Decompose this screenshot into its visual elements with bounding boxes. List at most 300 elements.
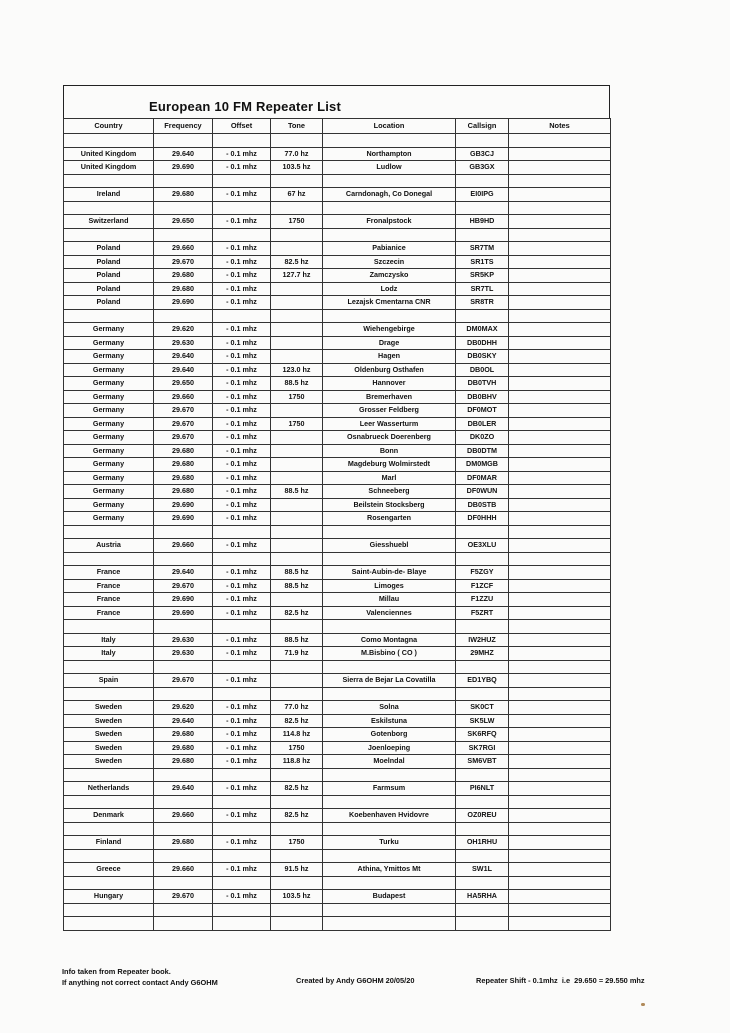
cell-country: Sweden [64,755,154,769]
table-spacer-row [64,201,611,215]
col-header-frequency: Frequency [154,119,213,134]
table-spacer-row [64,822,611,836]
cell-callsign [456,525,509,539]
cell-tone [271,404,323,418]
col-header-notes: Notes [509,119,611,134]
cell-country [64,903,154,917]
cell-tone: 1750 [271,390,323,404]
table-row [64,606,611,620]
footer-info-line1: Info taken from Repeater book. [62,967,171,976]
cell-offset: - 0.1 mhz [213,431,271,445]
cell-country: Austria [64,539,154,553]
cell-frequency [154,228,213,242]
cell-tone [271,323,323,337]
cell-callsign [456,795,509,809]
cell-location: Lodz [323,282,456,296]
cell-callsign: IW2HUZ [456,633,509,647]
cell-notes [509,134,611,148]
cell-location: Drage [323,336,456,350]
cell-tone: 82.5 hz [271,809,323,823]
cell-callsign: SK7RGI [456,741,509,755]
cell-country: Germany [64,444,154,458]
cell-callsign [456,903,509,917]
cell-offset: - 0.1 mhz [213,647,271,661]
cell-frequency: 29.680 [154,471,213,485]
cell-frequency: 29.680 [154,458,213,472]
cell-location: Pabianice [323,242,456,256]
cell-location [323,620,456,634]
cell-country: Poland [64,282,154,296]
table-body [64,134,611,931]
page-title: European 10 FM Repeater List [149,99,341,114]
cell-callsign: DB0DTM [456,444,509,458]
cell-frequency: 29.640 [154,782,213,796]
cell-callsign [456,822,509,836]
cell-notes [509,660,611,674]
cell-callsign: DB0LER [456,417,509,431]
cell-callsign: PI6NLT [456,782,509,796]
cell-notes [509,444,611,458]
cell-frequency: 29.650 [154,377,213,391]
cell-tone: 118.8 hz [271,755,323,769]
table-row [64,647,611,661]
cell-country [64,917,154,931]
cell-offset: - 0.1 mhz [213,701,271,715]
table-spacer-row [64,620,611,634]
cell-offset: - 0.1 mhz [213,296,271,310]
cell-location: Osnabrueck Doerenberg [323,431,456,445]
cell-location [323,525,456,539]
cell-offset: - 0.1 mhz [213,458,271,472]
cell-tone: 114.8 hz [271,728,323,742]
cell-callsign: HA5RHA [456,890,509,904]
cell-location: Solna [323,701,456,715]
table-spacer-row [64,174,611,188]
cell-frequency: 29.640 [154,714,213,728]
cell-offset: - 0.1 mhz [213,444,271,458]
cell-tone: 1750 [271,417,323,431]
cell-location [323,201,456,215]
table-row [64,215,611,229]
cell-callsign: F5ZRT [456,606,509,620]
cell-tone: 82.5 hz [271,714,323,728]
table-row [64,242,611,256]
cell-country: Sweden [64,741,154,755]
cell-location: Millau [323,593,456,607]
cell-tone [271,309,323,323]
cell-tone [271,471,323,485]
cell-offset [213,687,271,701]
footer-info-line2: If anything not correct contact Andy G6OHM [62,978,218,987]
cell-callsign: SW1L [456,863,509,877]
cell-frequency: 29.690 [154,161,213,175]
cell-frequency: 29.680 [154,755,213,769]
cell-location: Eskilstuna [323,714,456,728]
cell-tone [271,498,323,512]
cell-frequency: 29.680 [154,444,213,458]
cell-country [64,849,154,863]
cell-location [323,768,456,782]
cell-frequency: 29.680 [154,741,213,755]
cell-tone: 88.5 hz [271,566,323,580]
cell-country: Spain [64,674,154,688]
cell-country: Sweden [64,728,154,742]
cell-tone [271,795,323,809]
cell-location: Marl [323,471,456,485]
cell-offset [213,620,271,634]
cell-callsign [456,620,509,634]
cell-offset: - 0.1 mhz [213,863,271,877]
table-row [64,512,611,526]
cell-offset: - 0.1 mhz [213,566,271,580]
cell-callsign [456,849,509,863]
cell-callsign: DB0DHH [456,336,509,350]
table-row [64,593,611,607]
table-header-row [64,119,611,134]
cell-location: Valenciennes [323,606,456,620]
cell-tone [271,444,323,458]
cell-country: Poland [64,255,154,269]
cell-callsign: SR7TL [456,282,509,296]
cell-frequency [154,134,213,148]
cell-country: Germany [64,350,154,364]
cell-location: Como Montagna [323,633,456,647]
cell-location: Sierra de Bejar La Covatilla [323,674,456,688]
table-row [64,863,611,877]
cell-notes [509,890,611,904]
cell-notes [509,782,611,796]
cell-callsign: HB9HD [456,215,509,229]
cell-frequency: 29.690 [154,296,213,310]
cell-notes [509,323,611,337]
cell-location [323,552,456,566]
cell-country: Poland [64,296,154,310]
cell-country: Germany [64,512,154,526]
table-row [64,147,611,161]
table-row [64,404,611,418]
cell-country: France [64,593,154,607]
cell-frequency: 29.640 [154,566,213,580]
cell-location: Lezajsk Cmentarna CNR [323,296,456,310]
cell-location [323,309,456,323]
table-row [64,890,611,904]
cell-location: Budapest [323,890,456,904]
table-row [64,674,611,688]
cell-country: Ireland [64,188,154,202]
cell-notes [509,633,611,647]
cell-tone: 91.5 hz [271,863,323,877]
cell-notes [509,161,611,175]
cell-callsign: SR5KP [456,269,509,283]
cell-offset [213,917,271,931]
cell-offset: - 0.1 mhz [213,417,271,431]
cell-tone: 123.0 hz [271,363,323,377]
cell-callsign [456,309,509,323]
cell-notes [509,795,611,809]
cell-country: Germany [64,363,154,377]
cell-frequency: 29.670 [154,890,213,904]
cell-offset: - 0.1 mhz [213,809,271,823]
table-row [64,377,611,391]
cell-country: Netherlands [64,782,154,796]
cell-offset: - 0.1 mhz [213,579,271,593]
cell-offset: - 0.1 mhz [213,593,271,607]
cell-location: Ludlow [323,161,456,175]
cell-offset [213,134,271,148]
cell-tone [271,201,323,215]
cell-callsign: F1ZCF [456,579,509,593]
cell-callsign: DK0ZO [456,431,509,445]
cell-notes [509,255,611,269]
cell-offset [213,876,271,890]
cell-tone: 103.5 hz [271,161,323,175]
cell-notes [509,201,611,215]
cell-callsign: OH1RHU [456,836,509,850]
cell-country: France [64,606,154,620]
cell-country: Italy [64,647,154,661]
cell-tone: 77.0 hz [271,701,323,715]
cell-callsign: GB3CJ [456,147,509,161]
cell-callsign: DF0MOT [456,404,509,418]
cell-notes [509,728,611,742]
cell-callsign: DB0STB [456,498,509,512]
cell-notes [509,471,611,485]
footer-created-by: Created by Andy G6OHM 20/05/20 [296,976,415,985]
cell-callsign: DF0MAR [456,471,509,485]
cell-frequency: 29.660 [154,863,213,877]
cell-notes [509,485,611,499]
cell-frequency: 29.620 [154,701,213,715]
cell-notes [509,701,611,715]
repeater-table [63,118,611,931]
cell-country: Hungary [64,890,154,904]
cell-notes [509,350,611,364]
cell-tone [271,512,323,526]
col-header-country: Country [64,119,154,134]
cell-country: Italy [64,633,154,647]
cell-offset: - 0.1 mhz [213,282,271,296]
cell-callsign: OZ0REU [456,809,509,823]
cell-tone [271,822,323,836]
table-spacer-row [64,228,611,242]
cell-notes [509,431,611,445]
cell-country: Germany [64,336,154,350]
table-row [64,485,611,499]
cell-frequency [154,174,213,188]
cell-callsign: DF0HHH [456,512,509,526]
cell-callsign: GB3GX [456,161,509,175]
cell-location: Athina, Ymittos Mt [323,863,456,877]
cell-location [323,795,456,809]
cell-offset: - 0.1 mhz [213,485,271,499]
cell-offset: - 0.1 mhz [213,255,271,269]
cell-notes [509,404,611,418]
cell-callsign: SM6VBT [456,755,509,769]
cell-tone: 82.5 hz [271,782,323,796]
cell-country: Germany [64,498,154,512]
cell-callsign [456,917,509,931]
table-spacer-row [64,552,611,566]
cell-location: Magdeburg Wolmirstedt [323,458,456,472]
cell-offset: - 0.1 mhz [213,377,271,391]
cell-notes [509,498,611,512]
cell-offset: - 0.1 mhz [213,714,271,728]
cell-frequency [154,876,213,890]
cell-frequency: 29.670 [154,431,213,445]
cell-notes [509,741,611,755]
cell-country: France [64,566,154,580]
table-row [64,296,611,310]
cell-country [64,552,154,566]
cell-tone: 88.5 hz [271,485,323,499]
table-row [64,336,611,350]
cell-country [64,822,154,836]
cell-tone [271,431,323,445]
cell-frequency: 29.660 [154,242,213,256]
cell-country [64,687,154,701]
cell-callsign [456,876,509,890]
cell-callsign: DM0MAX [456,323,509,337]
cell-tone [271,336,323,350]
cell-tone: 127.7 hz [271,269,323,283]
cell-callsign [456,228,509,242]
cell-notes [509,215,611,229]
cell-tone: 103.5 hz [271,890,323,904]
cell-country [64,660,154,674]
table-row [64,498,611,512]
cell-location: Szczecin [323,255,456,269]
cell-location: Gotenborg [323,728,456,742]
cell-tone: 1750 [271,741,323,755]
cell-country: Greece [64,863,154,877]
cell-frequency: 29.690 [154,498,213,512]
cell-offset: - 0.1 mhz [213,350,271,364]
cell-notes [509,674,611,688]
cell-frequency [154,620,213,634]
cell-frequency [154,849,213,863]
cell-tone [271,660,323,674]
cell-frequency: 29.630 [154,647,213,661]
cell-tone [271,674,323,688]
table-row [64,458,611,472]
cell-callsign: DM0MGB [456,458,509,472]
table-spacer-row [64,660,611,674]
cell-tone [271,876,323,890]
cell-frequency: 29.630 [154,336,213,350]
cell-frequency [154,687,213,701]
cell-notes [509,269,611,283]
cell-frequency: 29.680 [154,269,213,283]
cell-notes [509,714,611,728]
cell-country [64,309,154,323]
cell-offset: - 0.1 mhz [213,890,271,904]
table-row [64,350,611,364]
cell-location [323,134,456,148]
cell-offset: - 0.1 mhz [213,404,271,418]
cell-frequency: 29.680 [154,485,213,499]
cell-location: Bremerhaven [323,390,456,404]
cell-tone [271,903,323,917]
cell-offset [213,525,271,539]
cell-callsign: F1ZZU [456,593,509,607]
cell-frequency: 29.690 [154,593,213,607]
cell-offset [213,309,271,323]
cell-location [323,228,456,242]
cell-offset [213,174,271,188]
cell-country: Sweden [64,701,154,715]
cell-frequency: 29.660 [154,390,213,404]
cell-notes [509,917,611,931]
cell-offset [213,552,271,566]
cell-frequency: 29.620 [154,323,213,337]
cell-country [64,134,154,148]
cell-location: Oldenburg Osthafen [323,363,456,377]
cell-tone [271,174,323,188]
cell-country: Germany [64,471,154,485]
cell-offset: - 0.1 mhz [213,674,271,688]
cell-tone [271,539,323,553]
cell-notes [509,525,611,539]
cell-country: United Kingdom [64,161,154,175]
cell-notes [509,566,611,580]
cell-location: Saint-Aubin-de- Blaye [323,566,456,580]
cell-frequency [154,660,213,674]
cell-callsign: OE3XLU [456,539,509,553]
cell-country [64,201,154,215]
cell-tone: 82.5 hz [271,606,323,620]
cell-country: Germany [64,431,154,445]
cell-notes [509,863,611,877]
cell-tone [271,350,323,364]
cell-location: Joenloeping [323,741,456,755]
cell-offset [213,228,271,242]
cell-notes [509,188,611,202]
cell-notes [509,687,611,701]
table-spacer-row [64,768,611,782]
cell-callsign [456,174,509,188]
cell-tone: 88.5 hz [271,633,323,647]
cell-location: Fronalpstock [323,215,456,229]
cell-tone [271,134,323,148]
cell-country: Switzerland [64,215,154,229]
cell-tone: 1750 [271,215,323,229]
cell-notes [509,579,611,593]
cell-offset: - 0.1 mhz [213,269,271,283]
cell-country [64,768,154,782]
cell-location: Carndonagh, Co Donegal [323,188,456,202]
cell-notes [509,836,611,850]
cell-tone [271,525,323,539]
cell-country [64,795,154,809]
cell-notes [509,417,611,431]
cell-location: Bonn [323,444,456,458]
cell-callsign [456,660,509,674]
cell-location [323,687,456,701]
cell-notes [509,755,611,769]
cell-offset: - 0.1 mhz [213,336,271,350]
cell-country [64,228,154,242]
cell-location: Moelndal [323,755,456,769]
cell-location [323,174,456,188]
cell-offset: - 0.1 mhz [213,741,271,755]
cell-country: France [64,579,154,593]
cell-tone [271,552,323,566]
table-row [64,161,611,175]
cell-callsign: F5ZGY [456,566,509,580]
cell-notes [509,242,611,256]
cell-frequency: 29.660 [154,809,213,823]
table-row [64,363,611,377]
